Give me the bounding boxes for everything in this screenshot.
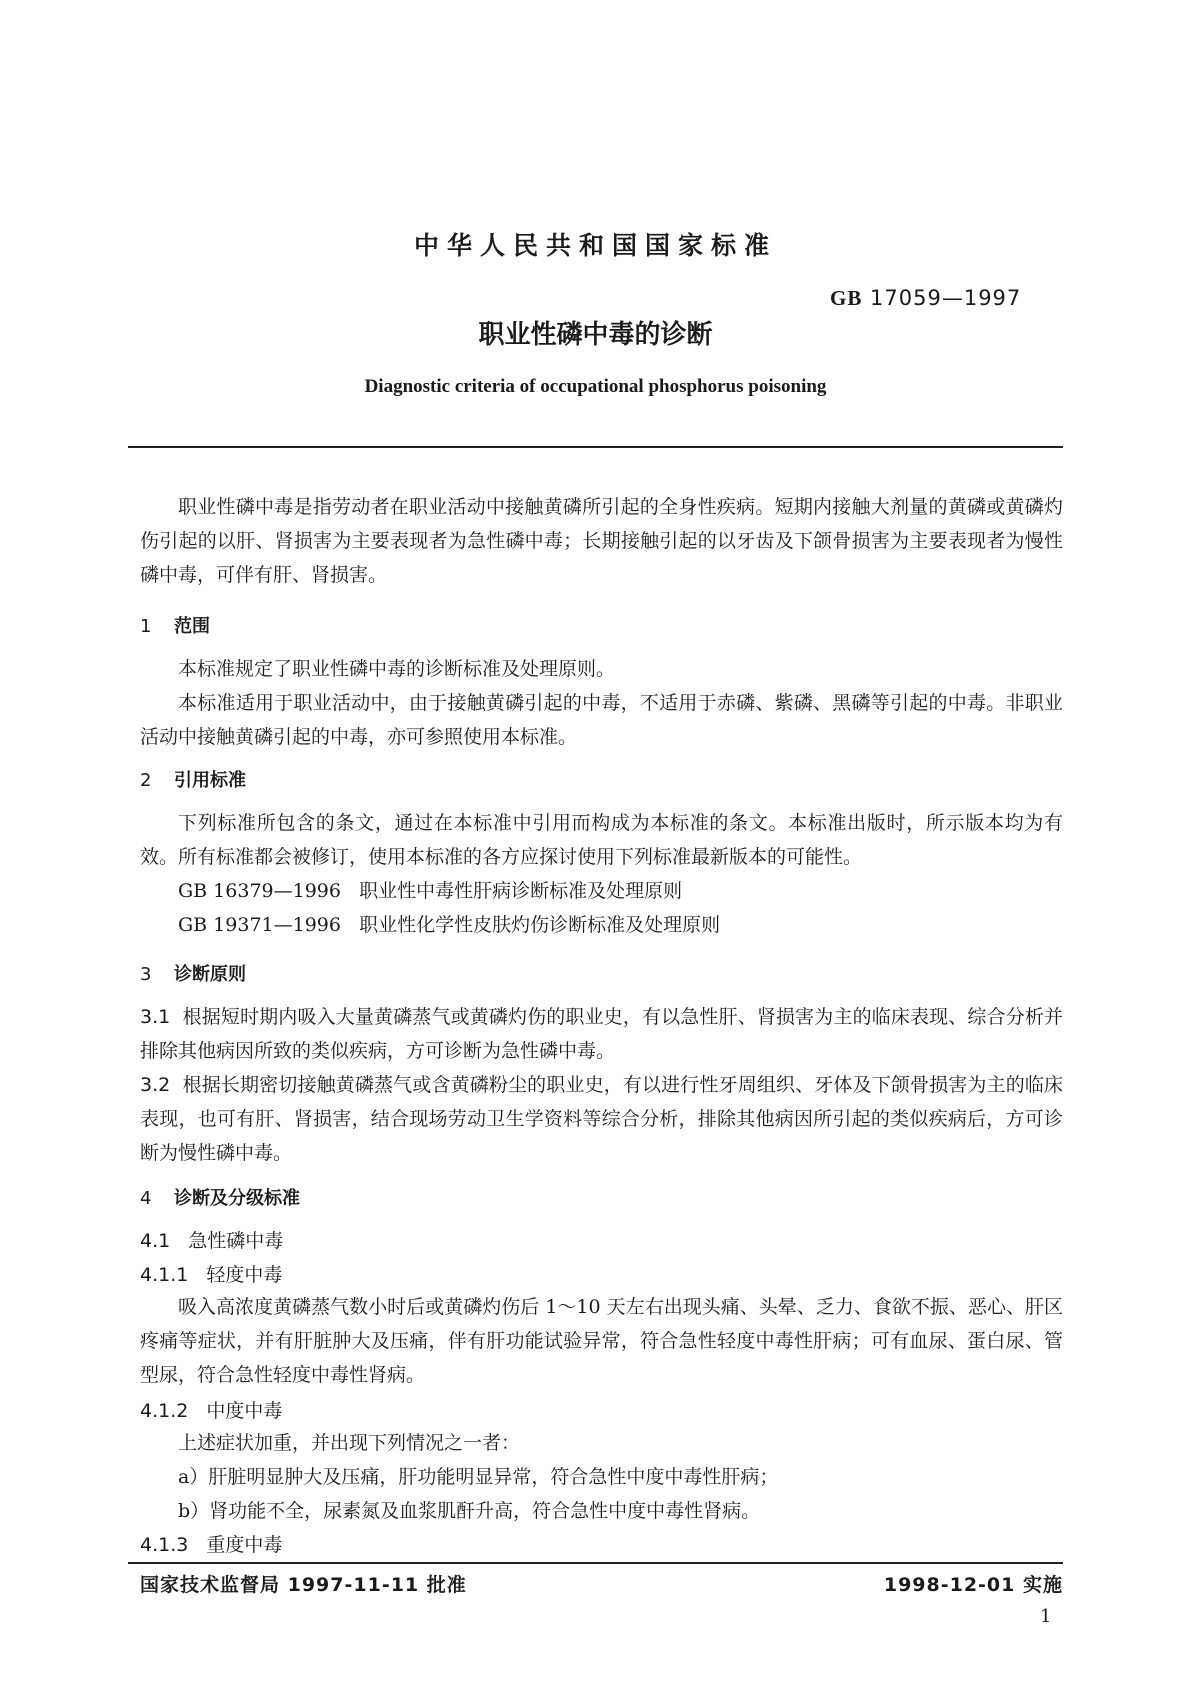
clause-4-1-1-heading: 4.1.1 轻度中毒 [140,1264,283,1286]
standard-code: 17059—1997 [870,286,1022,310]
clause-4-1-2-heading: 4.1.2 中度中毒 [140,1400,283,1422]
clause-4-1-heading: 4.1 急性磷中毒 [140,1230,284,1252]
approval-line: 国家技术监督局 1997-11-11 批准 [140,1574,467,1596]
scope-paragraph-2: 本标准适用于职业活动中，由于接触黄磷引起的中毒，不适用于赤磷、紫磷、黑磷等引起的中毒。非职业活动中接触黄磷引起的中毒，亦可参照使用本标准。 [140,692,1063,748]
clause-3-2: 3.2 根据长期密切接触黄磷蒸气或含黄磷粉尘的职业史，有以进行性牙周组织、牙体及下颌骨损害为主的临床表现，也可有肝、肾损害，结合现场劳动卫生学资料等综合分析，排除其他病因所引起的类似疾病后，方可诊断为慢性磷中毒。 [140,1074,1063,1164]
footer-divider [128,1562,1063,1564]
section-1-heading: 1 范围 [140,616,210,637]
reference-item: GB 16379—1996 职业性中毒性肝病诊断标准及处理原则 [178,880,683,902]
national-standard-heading: 中华人民共和国国家标准 [413,231,777,260]
clause-4-1-3-heading: 4.1.3 重度中毒 [140,1534,283,1556]
standard-prefix: GB [830,286,863,310]
implementation-line: 1998-12-01 实施 [883,1574,1063,1596]
intro-paragraph: 职业性磷中毒是指劳动者在职业活动中接触黄磷所引起的全身性疾病。短期内接触大剂量的黄磷或黄磷灼伤引起的以肝、肾损害为主要表现者为急性磷中毒；长期接触引起的以牙齿及下颌骨损害为主要表现者为慢性磷中毒，可伴有肝、肾损害。 [140,496,1063,586]
reference-item: GB 19371—1996 职业性化学性皮肤灼伤诊断标准及处理原则 [178,914,721,936]
page-number: 1 [1040,1606,1052,1627]
section-4-heading: 4 诊断及分级标准 [140,1188,300,1209]
references-paragraph: 下列标准所包含的条文，通过在本标准中引用而构成为本标准的条文。本标准出版时，所示版本均为有效。所有标准都会被修订，使用本标准的各方应探讨使用下列标准最新版本的可能性。 [140,812,1063,868]
standard-number [830,286,1021,311]
moderate-item-a: a）肝脏明显肿大及压痛，肝功能明显异常，符合急性中度中毒性肝病； [178,1466,779,1488]
moderate-item-b: b）肾功能不全，尿素氮及血浆肌酐升高，符合急性中度中毒性肾病。 [178,1500,761,1522]
english-title: Diagnostic criteria of occupational phosphorus poisoning [364,376,827,397]
clause-3-1: 3.1 根据短时期内吸入大量黄磷蒸气或黄磷灼伤的职业史，有以急性肝、肾损害为主的临床表现、综合分析并排除其他病因所致的类似疾病，方可诊断为急性磷中毒。 [140,1006,1063,1062]
section-3-heading: 3 诊断原则 [140,964,246,985]
scope-paragraph-1: 本标准规定了职业性磷中毒的诊断标准及处理原则。 [178,658,616,680]
section-2-heading: 2 引用标准 [140,770,246,791]
document-title: 职业性磷中毒的诊断 [478,320,713,350]
moderate-intro: 上述症状加重，并出现下列情况之一者： [178,1432,521,1454]
header-divider [128,446,1063,448]
mild-poisoning-text: 吸入高浓度黄磷蒸气数小时后或黄磷灼伤后 1～10 天左右出现头痛、头晕、乏力、食欲不振、恶心、肝区疼痛等症状，并有肝脏肿大及压痛，伴有肝功能试验异常，符合急性轻度中毒性肝病；可有血尿、蛋白尿、管型尿，符合急性轻度中毒性肾病。 [140,1296,1063,1386]
